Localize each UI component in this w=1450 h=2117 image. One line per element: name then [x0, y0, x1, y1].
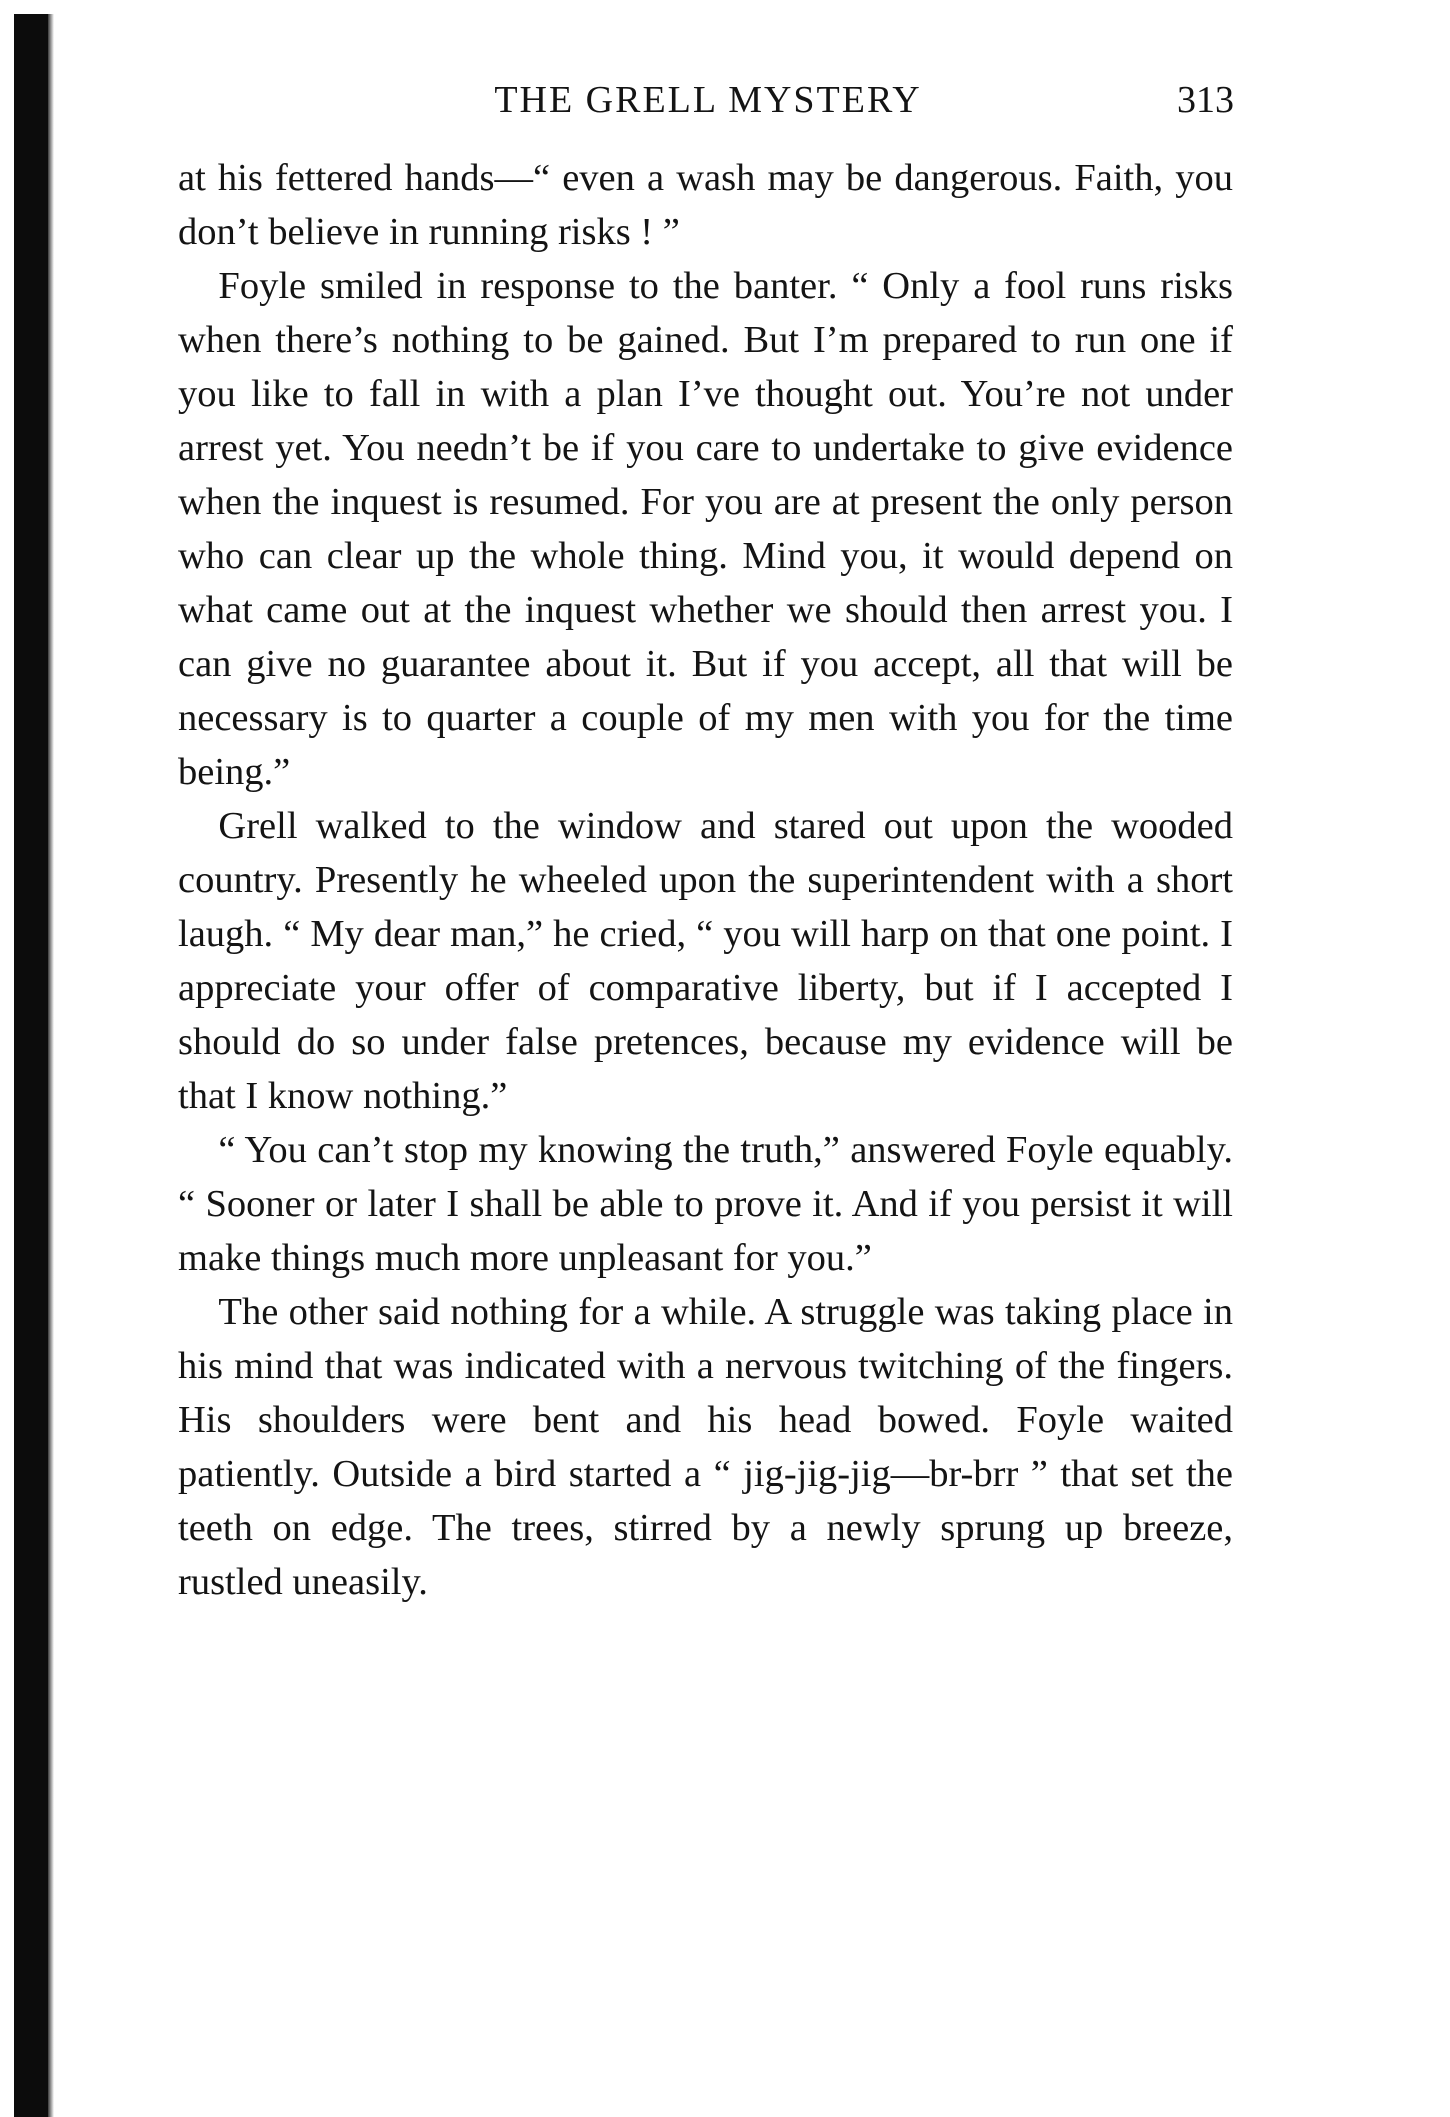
page-number: 313 [1177, 79, 1234, 121]
paragraph: The other said nothing for a while. A struggle was taking place in his mind that was indicated with a nervous twitching of the fingers. His shoulders were bent and his head bowed. Foyle waited patiently. Outside a bird started a “ jig-jig-jig—br-brr ” that set the teeth on edge. The trees, stirred by a newly sprung up breeze, rustled uneasily. [178, 1291, 1233, 1603]
paragraph: Foyle smiled in response to the banter. “ Only a fool runs risks when there’s nothing to be gained. But I’m prepared to run one if you like to fall in with a plan I’ve thought out. You’re not under arrest yet. You needn’t be if you care to undertake to give evidence when the inquest is resumed. For you are at present the only person who can clear up the whole thing. Mind you, it would depend on what came out at the inquest whether we should then arrest you. I can give no guarantee about it. But if you accept, all that will be necessary is to quarter a couple of my men with you for the time being.” [178, 265, 1233, 793]
binding-shadow-fade [48, 14, 54, 2117]
paragraph: Grell walked to the window and stared out upon the wooded country. Presently he wheeled upon the superintendent with a short laugh. “ My dear man,” he cried, “ you will harp on that one point. I appreciate your offer of comparative liberty, but if I accepted I should do so under false pretences, because my evidence will be that I know nothing.” [178, 805, 1233, 1117]
paragraph: at his fettered hands—“ even a wash may be dangerous. Faith, you don’t believe in running risks ! ” [178, 157, 1233, 253]
running-title: THE GRELL MYSTERY [494, 79, 922, 121]
binding-shadow [14, 14, 48, 2117]
running-head [178, 70, 1238, 130]
body-text [178, 151, 1233, 1609]
paragraph: “ You can’t stop my knowing the truth,” answered Foyle equably. “ Sooner or later I shall be able to prove it. And if you persist it will make things much more unpleasant for you.” [178, 1129, 1233, 1279]
